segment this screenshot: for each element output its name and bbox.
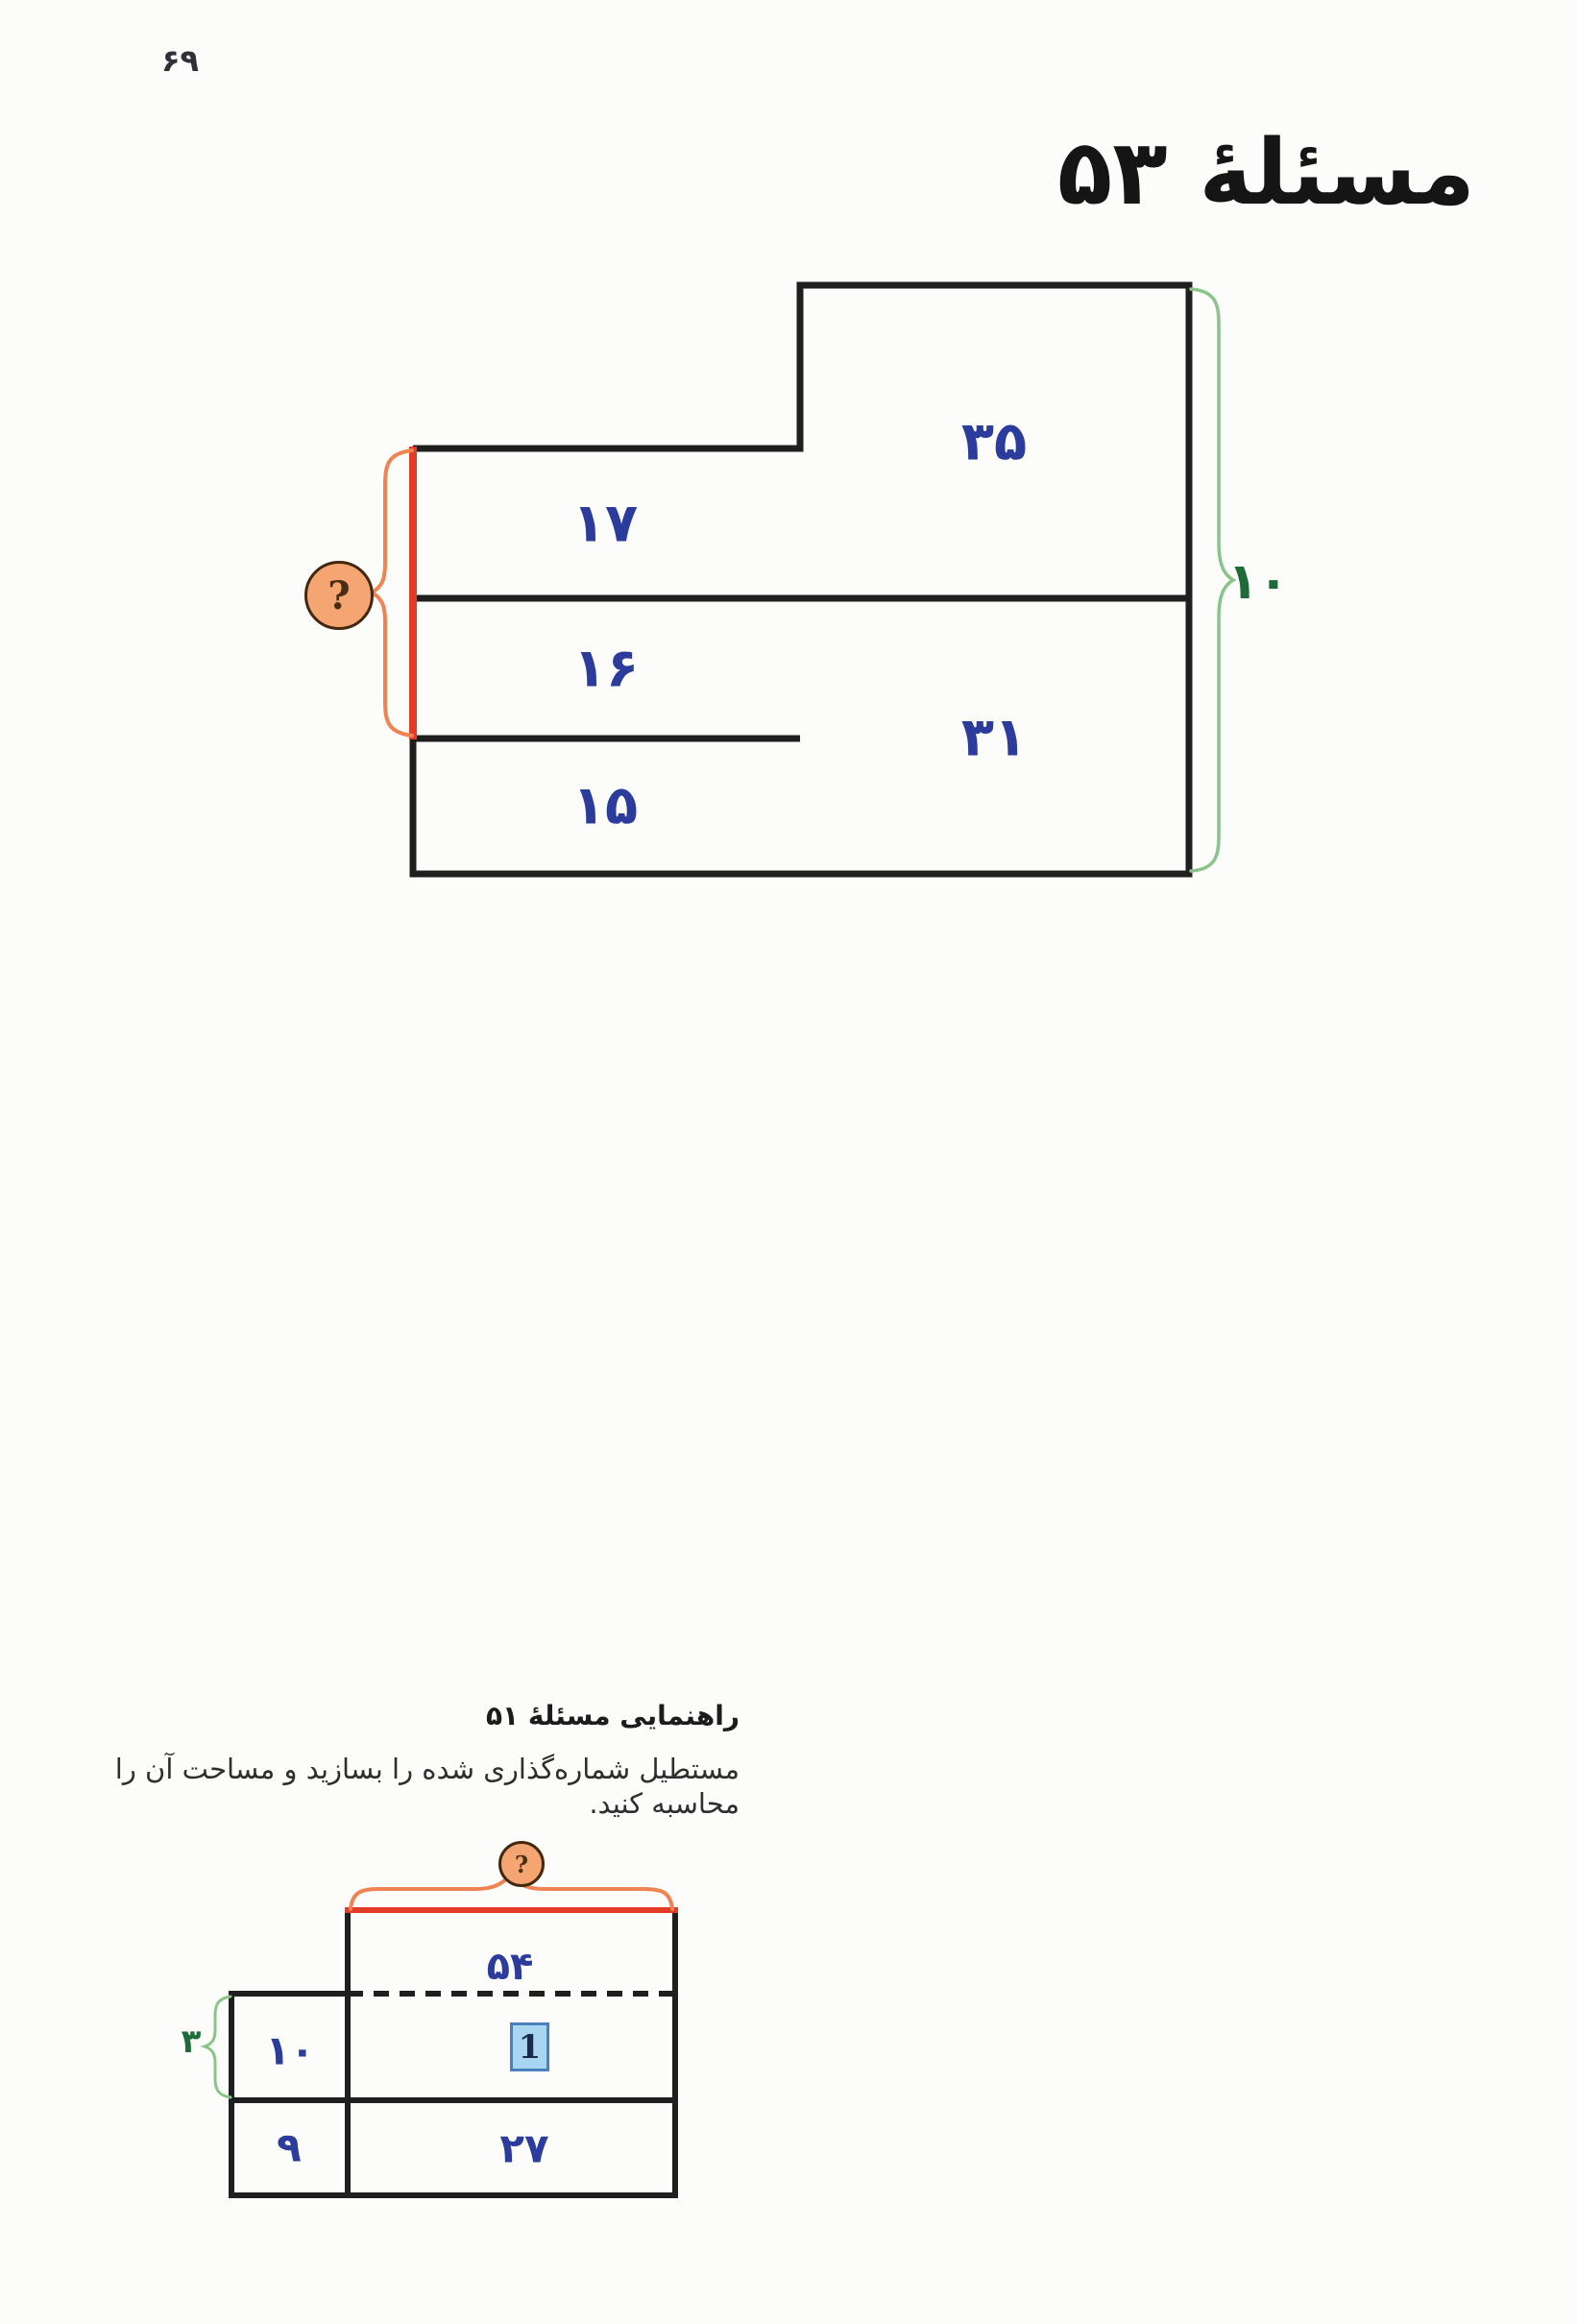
page-title: مسئلهٔ ۵۳ <box>1056 121 1475 226</box>
figure1-question-badge <box>304 561 374 630</box>
figure1-height-label-10: ۱۰ <box>1227 553 1289 611</box>
figure1-area-label-31: ۳۱ <box>960 706 1028 769</box>
question-mark-icon: ? <box>328 572 351 618</box>
figure2-question-badge <box>498 1841 545 1887</box>
figure2-area-label-54: ۵۴ <box>486 1945 534 1989</box>
figure1-outline <box>413 285 1189 874</box>
figure1-area-label-35: ۳۵ <box>960 410 1028 473</box>
figure2-numbered-box-label: 1 <box>518 2027 542 2067</box>
figure2-numbered-box <box>510 2022 549 2071</box>
hint-line-1: مستطیل شماره‌گذاری شده را بسازید و مساحت آن را <box>114 1753 740 1785</box>
figure1-question-brace <box>372 450 412 736</box>
hint-heading: راهنمایی مسئلهٔ ۵۱ <box>485 1700 740 1731</box>
figure2-area-label-9: ۹ <box>277 2123 302 2171</box>
figure1-area-label-17: ۱۷ <box>571 492 639 555</box>
figure2-side-brace <box>205 1997 230 2097</box>
figure2-side-label-3: ۳ <box>181 2022 202 2061</box>
question-mark-icon: ? <box>514 1850 529 1878</box>
hint-paragraph <box>77 1752 740 1821</box>
hint-line-2: محاسبه کنید. <box>589 1787 740 1820</box>
figure1-area-label-15: ۱۵ <box>571 774 639 837</box>
figure1-area-label-16: ۱۶ <box>572 637 640 700</box>
figure2-area-label-27: ۲۷ <box>499 2124 549 2172</box>
page-number: ۶۹ <box>161 42 200 79</box>
figure2-area-label-10: ۱۰ <box>265 2026 315 2074</box>
